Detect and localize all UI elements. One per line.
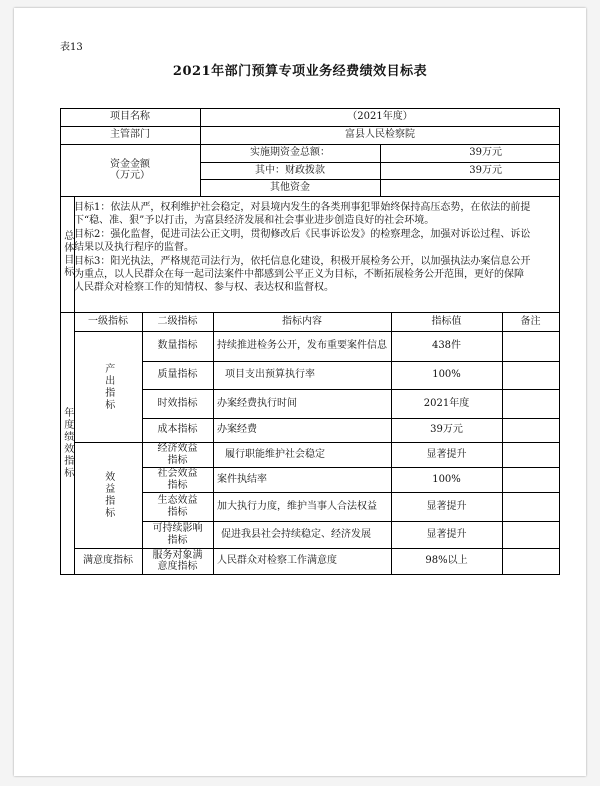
table-row-level2: 服务对象满意度指标 [152,549,203,572]
project-name-label: 项目名称 [110,111,150,123]
table-row-content: 加大执行力度，维护当事人合法权益 [217,500,377,512]
table-row-content: 办案经费执行时间 [217,397,297,409]
goal-line: 人民群众对检察工作的知情权、参与权、表达权和监督权。 [74,282,334,294]
table-row-value: 98%以上 [425,555,468,567]
table-row-level2: 质量指标 [157,369,198,381]
table-row-value: 2021年度 [423,397,470,409]
goal-line: 目标1：依法从严，权利维护社会稳定，对县境内发生的各类刑事犯罪始终保持高压态势，在依法的前提 [74,202,531,213]
table-number: 表13 [60,42,83,53]
fund-amount-label [60,144,200,196]
table-row-content: 持续推进检务公开，发布重要案件信息 [217,340,387,352]
header-content: 指标内容 [282,315,322,327]
table-row-value: 39万元 [430,424,463,436]
table-row-level2: 社会效益指标 [157,468,198,491]
table-row-level2: 生态效益指标 [157,495,198,518]
fund-row-value [380,179,560,196]
department-value: 富县人民检察院 [345,129,415,141]
table-row-value: 显著提升 [426,448,467,460]
annual-indicator-label: 年度绩效指标 [61,407,73,479]
table-row-content: 项目支出预算执行率 [225,369,315,381]
overall-goal-text [74,201,560,295]
fund-row-label: 其中：财政拨款 [255,164,325,176]
document-title: 2021年部门预算专项业务经费绩效目标表 [172,64,428,79]
header-level1: 一级指标 [88,315,128,327]
table-row-content: 办案经费 [217,424,257,436]
fund-amount-label-line1: 资金金额 [110,158,150,170]
table-row-content: 案件执结率 [217,473,267,485]
performance-table [14,8,586,776]
fund-row-label: 实施期资金总额： [250,147,330,159]
table-row-level2: 时效指标 [157,397,198,409]
header-note: 备注 [520,315,541,327]
project-name-value: （2021年度） [347,111,413,123]
table-row-level2: 可持续影响指标 [152,523,203,546]
department-label: 主管部门 [110,129,150,141]
table-row-value: 438件 [431,340,462,352]
table-row-content: 履行职能维护社会稳定 [225,448,325,460]
satisfaction-indicator-label: 满意度指标 [83,555,133,567]
table-row-value: 显著提升 [426,528,467,540]
output-indicator-label: 产出指标 [102,362,114,411]
table-row-value: 显著提升 [426,500,467,512]
document-page [14,8,586,776]
goal-line: 目标2：强化监督，促进司法公正文明，贯彻修改后《民事诉讼发》的检察理念，加强对诉讼过程、诉讼 [74,228,531,240]
goal-line: 结果以及执行程序的监督。 [74,242,194,254]
goal-line: 目标3：阳光执法，严格规范司法行为，依托信息化建设，积极开展检务公开，以加强执法办案信息公开 [74,255,531,267]
table-row-level2: 成本指标 [157,424,198,436]
table-row-level2: 数量指标 [157,340,198,352]
table-row-value: 100% [432,369,461,381]
fund-row-value: 39万元 [469,164,502,176]
table-row-content: 人民群众对检察工作满意度 [217,555,337,567]
fund-row-label: 其他资金 [270,181,310,193]
overall-goal-label: 总体目标 [61,230,73,278]
goal-line: 下“稳、准、狠”予以打击，为富县经济发展和社会事业进步创造良好的社会环境。 [74,215,435,227]
table-row-level2: 经济效益指标 [157,443,198,466]
table-row-value: 100% [432,473,461,485]
table-row-content: 促进我县社会持续稳定、经济发展 [221,528,371,540]
fund-amount-label-line2: （万元） [110,170,150,181]
header-value: 指标值 [431,315,462,327]
header-level2: 二级指标 [157,315,198,327]
fund-row-value: 39万元 [469,147,502,159]
goal-line: 为重点，以人民群众在每一起司法案件中都感到公平正义为目标，不断拓展检务公开范围，更好的保障 [74,269,524,281]
benefit-indicator-label: 效益指标 [102,471,114,519]
